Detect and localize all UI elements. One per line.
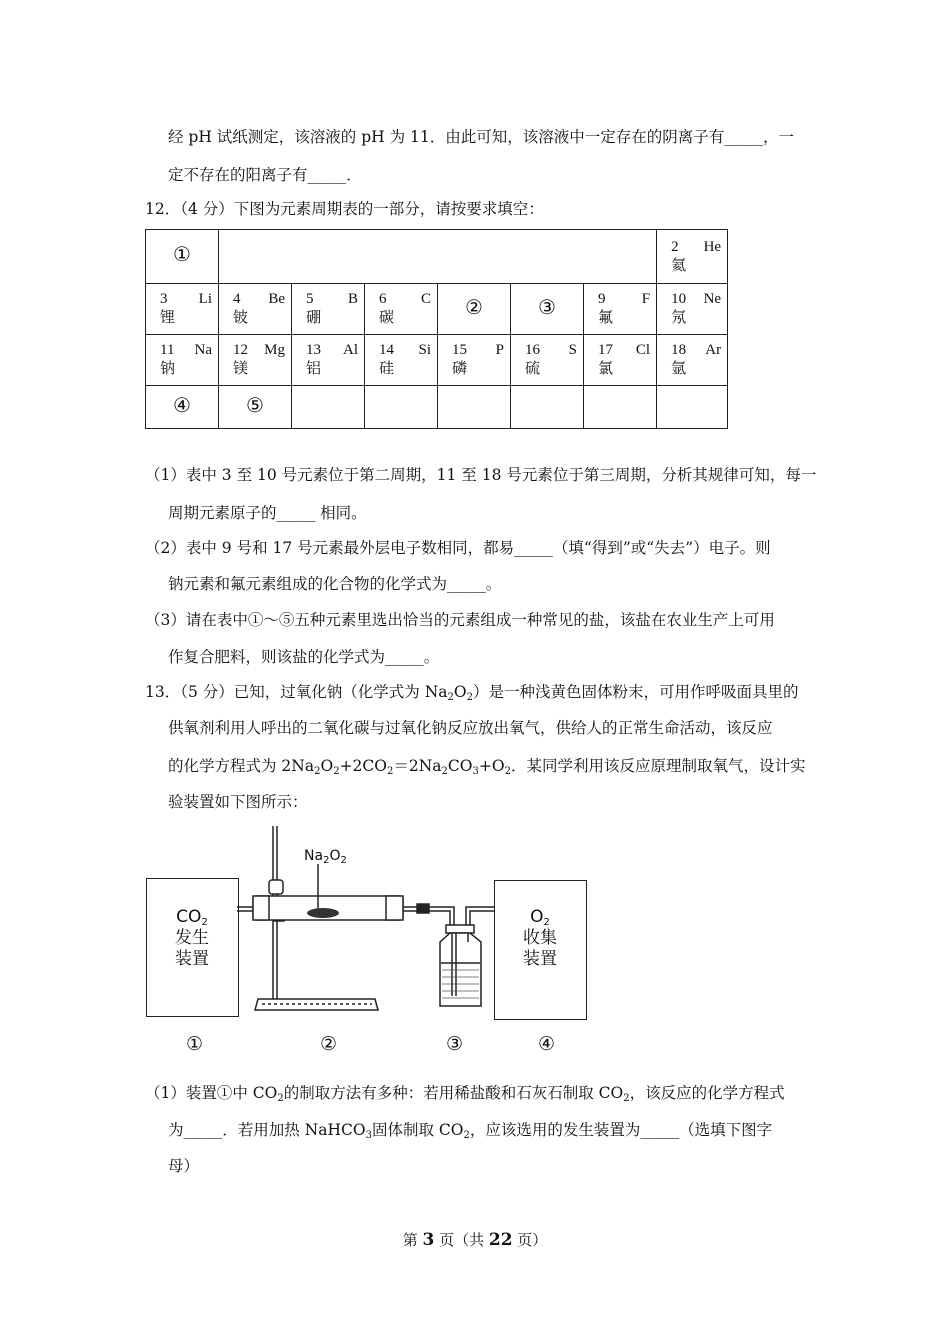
- q11-line-1: 经 pH 试纸测定，该溶液的 pH 为 11．由此可知，该溶液中一定存在的阴离子有_____，一: [168, 128, 794, 146]
- q13-line-4: 验装置如下图所示：: [168, 793, 308, 811]
- delivery-tube: [434, 907, 454, 925]
- tube-stopper: [253, 896, 269, 920]
- bottle-stopper: [446, 925, 474, 933]
- rubber-joint: [417, 904, 429, 913]
- na2o2-label: $Na_2O_2$: [304, 848, 347, 866]
- page-total: 22: [488, 1230, 513, 1250]
- q13-sub1-line3: 母）: [168, 1157, 200, 1175]
- na2o2-powder: [307, 908, 339, 918]
- q13-sub1-line2: 为_____．若用加热 NaHCO$_3$固体制取 $CO_2$，应该选用的发生装置为_____（选填下图字: [168, 1121, 773, 1141]
- cell-he: 2 He 氦: [657, 230, 728, 284]
- cell-na: 11 Na 钠: [146, 335, 219, 386]
- cell-s: 16 S 硫: [511, 335, 584, 386]
- cell-p: 15 P 磷: [438, 335, 511, 386]
- q11-line-2: 定不存在的阳离子有_____．: [168, 166, 362, 184]
- cell-marker-1: ①: [146, 230, 219, 284]
- clamp: [269, 880, 283, 894]
- label-apparatus-3: ③: [446, 1033, 464, 1055]
- label-apparatus-1: ①: [186, 1033, 204, 1055]
- q12-part1-line2: 周期元素原子的_____ 相同。: [168, 504, 367, 522]
- cell-f: 9 F 氟: [584, 284, 657, 335]
- cell-marker-3: ③: [511, 284, 584, 335]
- cell-mg: 12 Mg 镁: [219, 335, 292, 386]
- cell-cl: 17 Cl 氯: [584, 335, 657, 386]
- cell-marker-4: ④: [146, 386, 219, 429]
- q13-line-2: 供氧剂利用人呼出的二氧化碳与过氧化钠反应放出氧气，供给人的正常生命活动，该反应: [168, 719, 773, 737]
- cell-marker-5: ⑤: [219, 386, 292, 429]
- page-number: 3: [422, 1230, 435, 1250]
- cell-c: 6 C 碳: [365, 284, 438, 335]
- delivery-tube: [470, 911, 494, 925]
- q12-header: 12．（4 分）下图为元素周期表的一部分，请按要求填空：: [145, 200, 544, 218]
- co2-generator-label: $CO_2$ 发生 装置: [175, 907, 209, 969]
- cell-ar: 18 Ar 氩: [657, 335, 728, 386]
- q12-part3-line2: 作复合肥料，则该盐的化学式为_____。: [168, 648, 440, 666]
- delivery-tube: [434, 911, 450, 925]
- cell-b: 5 B 硼: [292, 284, 365, 335]
- q12-part3-line1: （3）请在表中①～⑤五种元素里选出恰当的元素组成一种常见的盐，该盐在农业生产上可用: [145, 611, 775, 629]
- q12-part2-line1: （2）表中 9 号和 17 号元素最外层电子数相同，都易_____（填“得到”或“失去”）电子。则: [145, 539, 771, 557]
- cell-ne: 10 Ne 氖: [657, 284, 728, 335]
- cell-be: 4 Be 铍: [219, 284, 292, 335]
- q13-line-1: 13．（5 分）已知，过氧化钠（化学式为 $Na_2O_2$）是一种浅黄色固体粉末，可用作呼吸面具里的: [145, 683, 799, 703]
- q13-sub1-line1: （1）装置①中 $CO_2$的制取方法有多种：若用稀盐酸和石灰石制取 $CO_2$，该反应的化学方程式: [145, 1084, 785, 1104]
- tube-stopper: [386, 896, 403, 920]
- cell-al: 13 Al 铝: [292, 335, 365, 386]
- label-apparatus-2: ②: [320, 1033, 338, 1055]
- q12-part1-line1: （1）表中 3 至 10 号元素位于第二周期，11 至 18 号元素位于第三周期，分析其规律可知，每一: [145, 466, 817, 484]
- q13-line-3: 的化学方程式为 $2Na_2O_2+2CO_2=2Na_2CO_3+O_2$．某同学利用该反应原理制取氧气，设计实: [168, 757, 806, 777]
- cell-si: 14 Si 硅: [365, 335, 438, 386]
- o2-collector-label: $O_2$ 收集 装置: [523, 907, 557, 969]
- q12-part2-line2: 钠元素和氟元素组成的化合物的化学式为_____。: [168, 575, 502, 593]
- cell-li: 3 Li 锂: [146, 284, 219, 335]
- cell-marker-2: ②: [438, 284, 511, 335]
- label-apparatus-4: ④: [538, 1033, 556, 1055]
- water-bottle: [440, 933, 481, 1006]
- page-footer: 第 3 页（共 22 页）: [402, 1230, 548, 1250]
